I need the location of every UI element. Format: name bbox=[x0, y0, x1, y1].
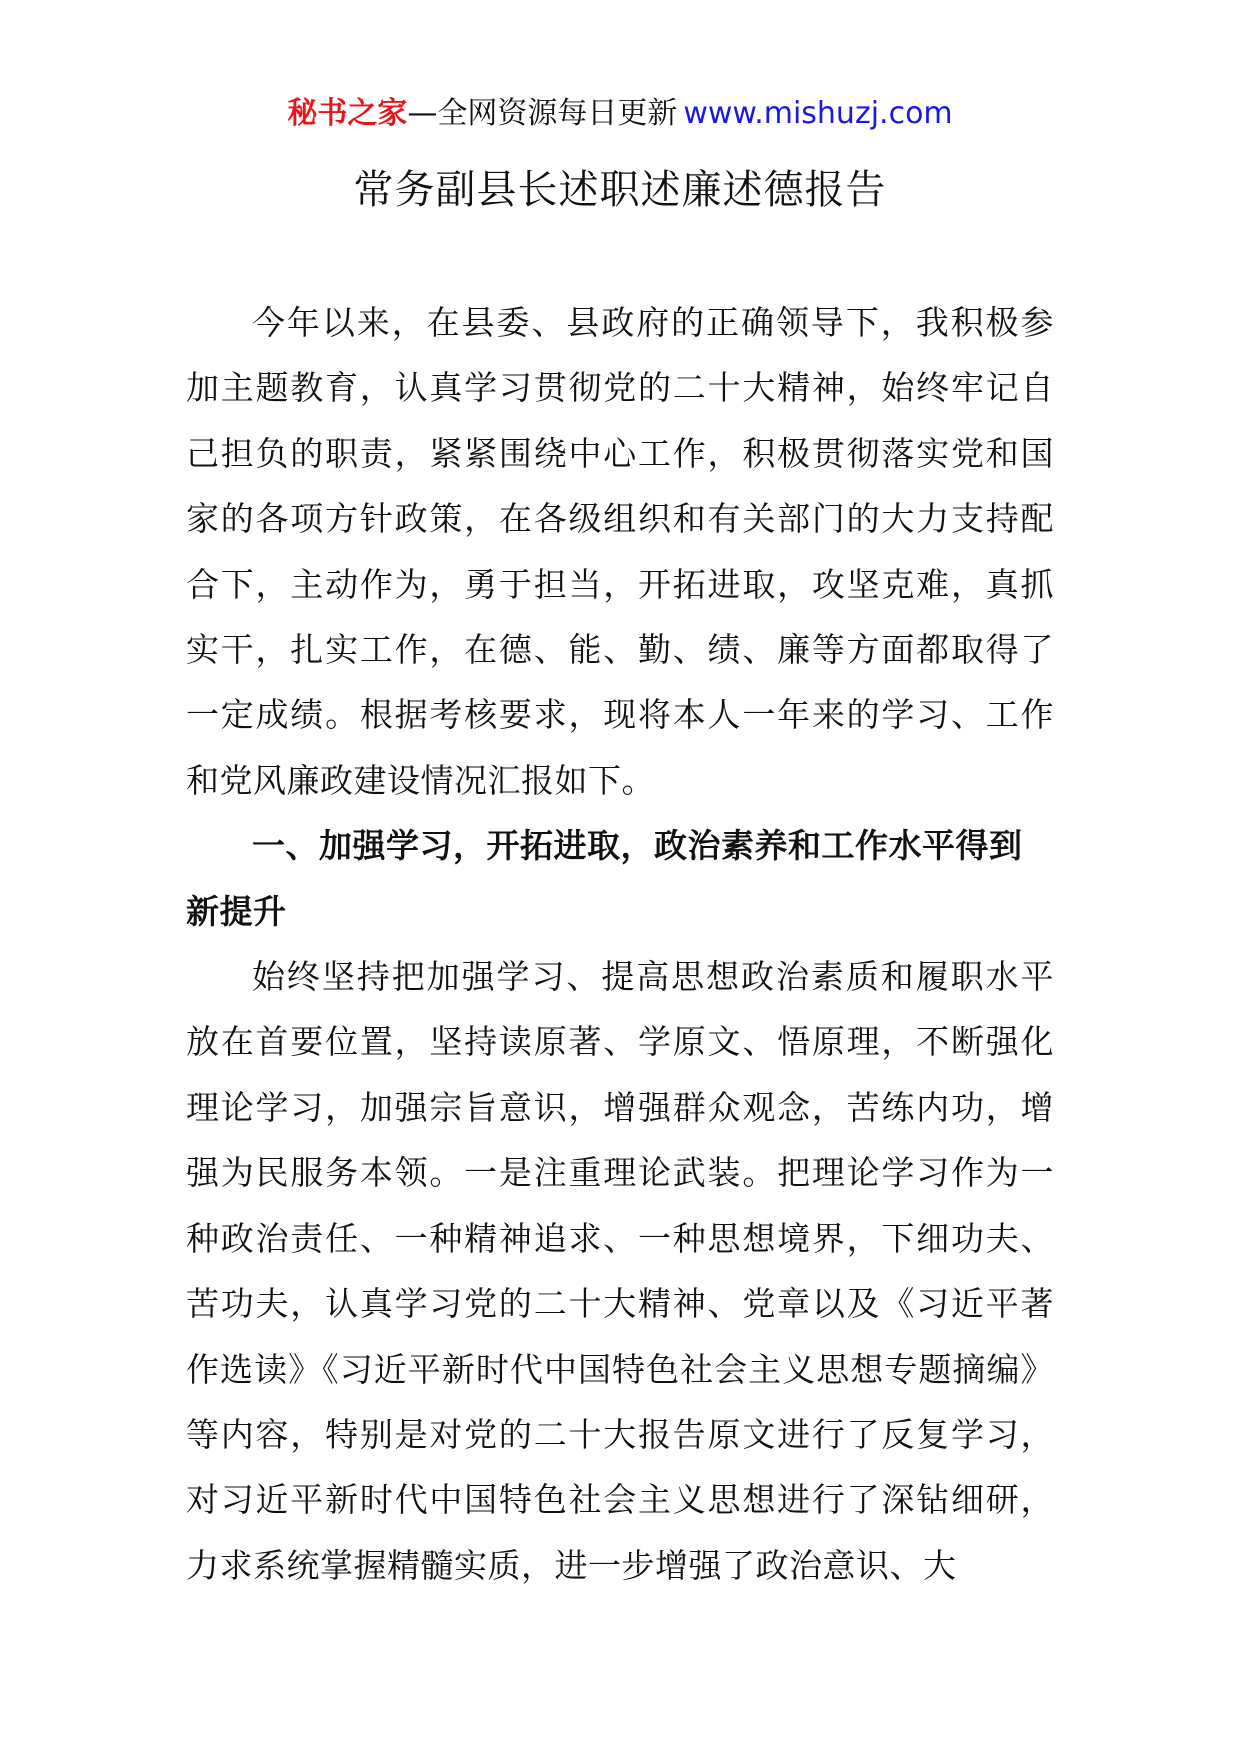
banner-slogan: —全网资源每日更新 bbox=[407, 96, 678, 131]
document-body bbox=[186, 290, 1054, 1598]
document-title: 常务副县长述职述廉述德报告 bbox=[353, 167, 887, 213]
site-url-link[interactable]: www.mishuzj.com bbox=[683, 96, 953, 131]
section-heading-1: 一、加强学习，开拓进取，政治素养和工作水平得到新提升 bbox=[186, 826, 1023, 931]
section-1-paragraph: 始终坚持把加强学习、提高思想政治素质和履职水平放在首要位置，坚持读原著、学原文、悟原理，不断强化理论学习，加强宗旨意识，增强群众观念，苦练内功，增强为民服务本领。一是注重理论武装。把理论学习作为一种政治责任、一种精神追求、一种思想境界，下细功夫、苦功夫，认真学习党的二十大精神、党章以及《习近平著作选读》《习近平新时代中国特色社会主义思想专题摘编》等内容，特别是对党的二十大报告原文进行了反复学习，对习近平新时代中国特色社会主义思想进行了深钻细研，力求系统掌握精髓实质，进一步增强了政治意识、大 bbox=[186, 957, 1054, 1585]
intro-paragraph: 今年以来，在县委、县政府的正确领导下，我积极参加主题教育，认真学习贯彻党的二十大精神，始终牢记自己担负的职责，紧紧围绕中心工作，积极贯彻落实党和国家的各项方针政策，在各级组织和有关部门的大力支持配合下，主动作为，勇于担当，开拓进取，攻坚克难，真抓实干，扎实工作，在德、能、勤、绩、廉等方面都取得了一定成绩。根据考核要求，现将本人一年来的学习、工作和党风廉政建设情况汇报如下。 bbox=[186, 303, 1054, 800]
site-banner bbox=[0, 92, 1240, 136]
brand-name: 秘书之家 bbox=[287, 96, 408, 131]
